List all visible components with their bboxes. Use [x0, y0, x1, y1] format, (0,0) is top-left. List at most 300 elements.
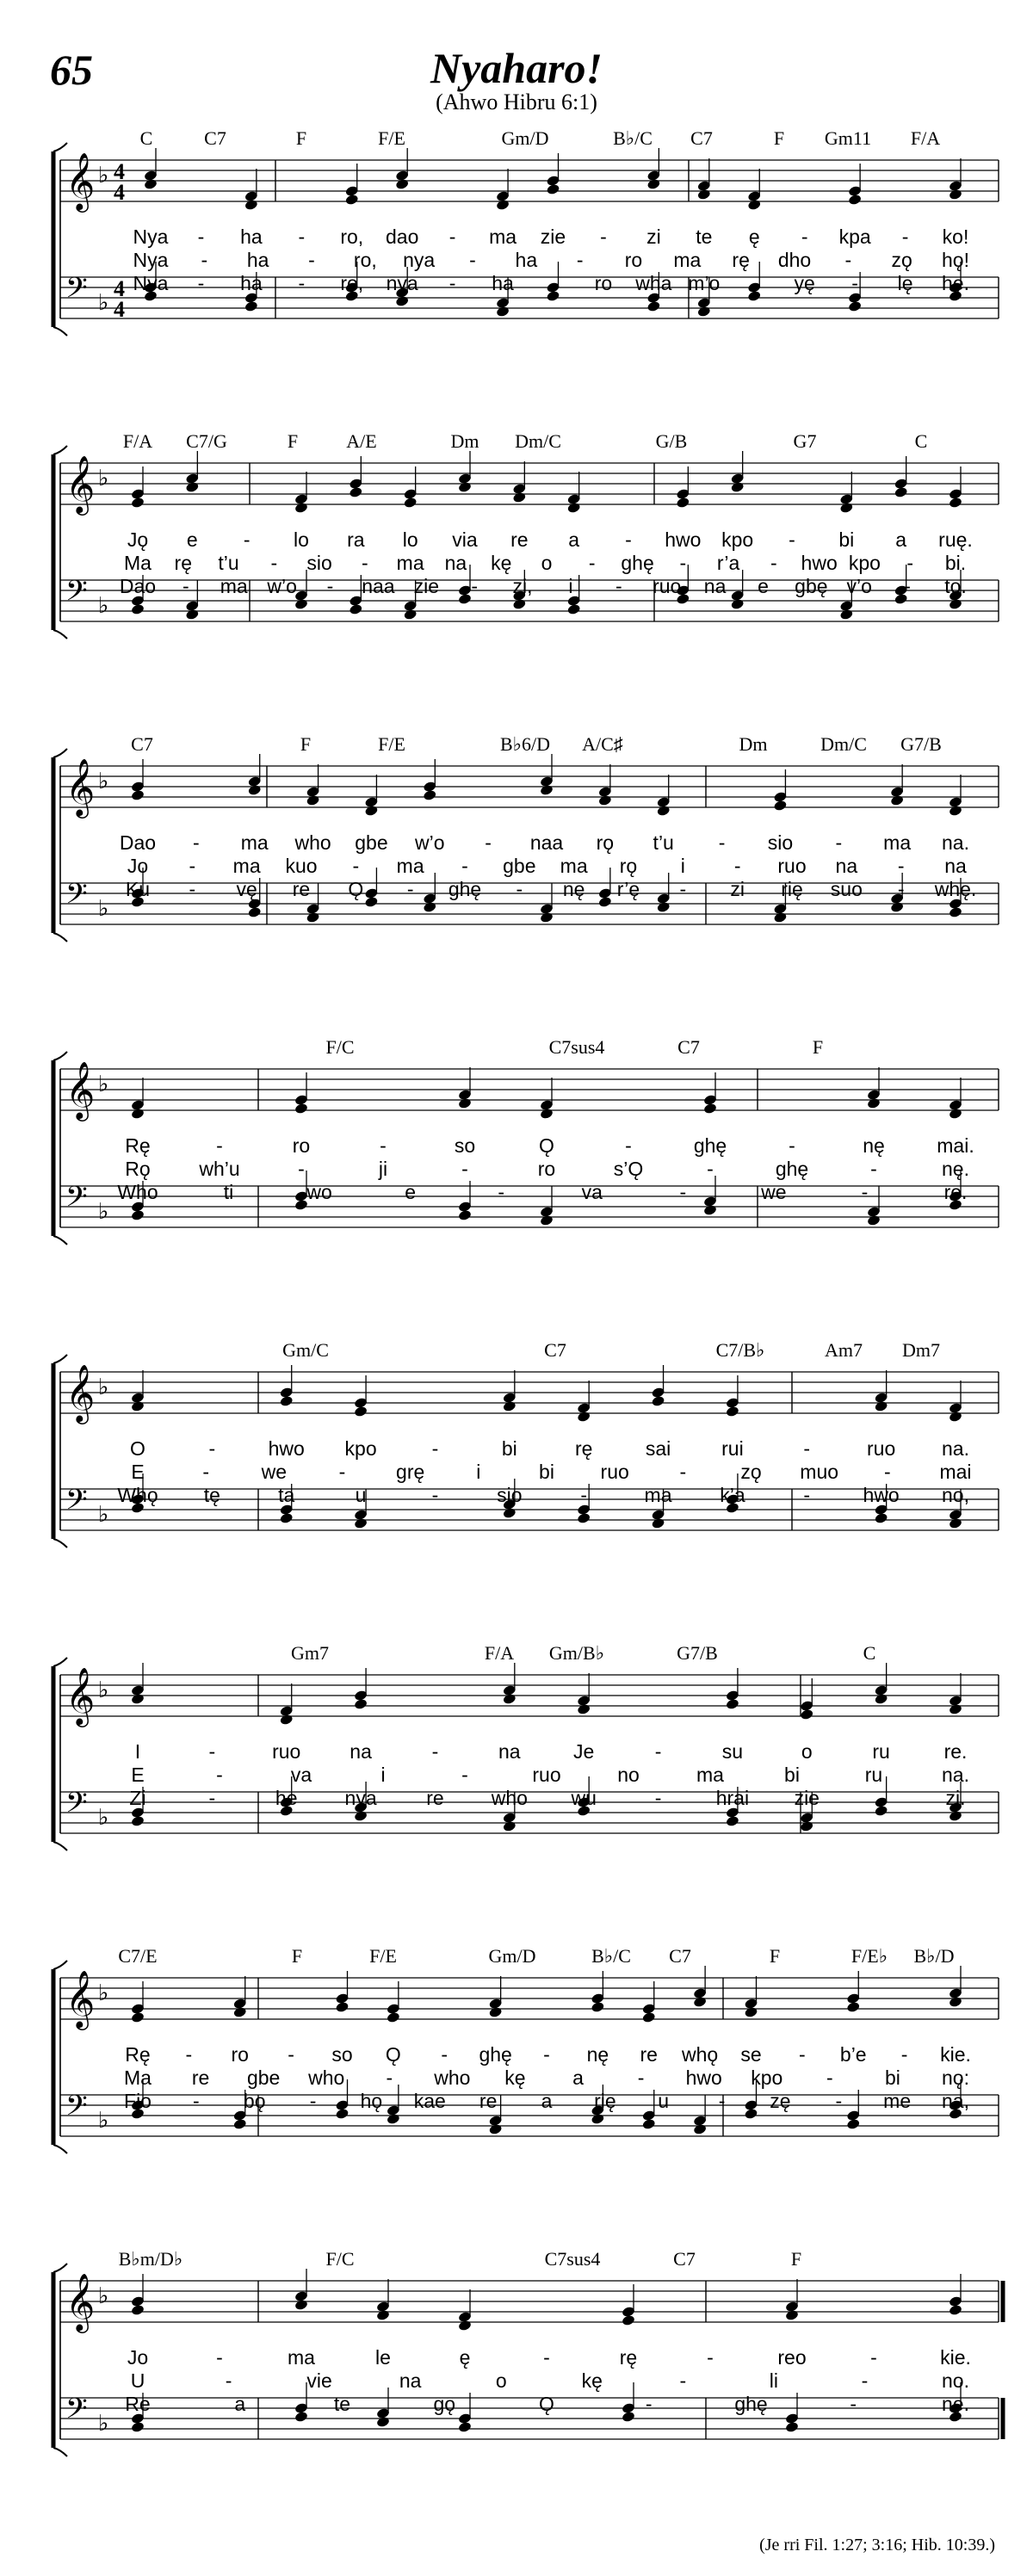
lyric-syllable: so	[454, 1134, 476, 1157]
lyric-syllable: re	[479, 2090, 498, 2112]
lyric-syllable: Zi	[129, 1787, 146, 1809]
lyric-hyphen: -	[406, 878, 414, 900]
lyric-hyphen: -	[362, 552, 368, 574]
lyric-hyphen: -	[679, 878, 687, 900]
lyric-syllable: kuo	[285, 855, 318, 877]
note-head	[726, 1698, 740, 1710]
lyric-syllable: sio	[497, 1484, 523, 1506]
note-head	[839, 608, 854, 621]
lyric-syllable: Nya	[133, 225, 169, 248]
note-head	[846, 2001, 861, 2013]
chord-symbol: Am7	[825, 1339, 863, 1361]
lyric-syllable: ę	[748, 225, 760, 248]
flat-icon: ♭	[98, 2411, 109, 2437]
lyric-syllable: na	[835, 855, 858, 877]
lyric-syllable: tę	[203, 1484, 220, 1506]
lyric-syllable: he	[275, 1787, 298, 1809]
lyric-syllable: k’a	[720, 1484, 745, 1506]
note-head	[503, 1507, 517, 1519]
lyric-syllable: rui	[721, 1437, 744, 1460]
lyric-syllable: bi	[539, 1461, 554, 1483]
treble-clef-icon: 𝄞	[65, 1666, 96, 1725]
chord-symbol: Gm11	[824, 127, 872, 149]
lyric-syllable: Ǫ	[539, 2393, 554, 2415]
note-head	[244, 199, 259, 211]
lyric-syllable: re	[426, 1787, 444, 1809]
lyric-syllable: hwo	[268, 1437, 305, 1460]
lyric-syllable: mai	[939, 1461, 972, 1483]
lyric-syllable: ma	[560, 855, 588, 877]
lyric-hyphen: -	[448, 272, 456, 294]
note-head	[949, 906, 963, 918]
lyric-hyphen: -	[679, 1181, 687, 1203]
note-head	[247, 906, 262, 918]
chord-symbol: Dm/C	[515, 430, 561, 452]
lyric-syllable: nya	[386, 272, 418, 294]
treble-staff	[60, 2281, 999, 2322]
note-head	[458, 481, 473, 493]
lyric-syllable: su	[721, 1740, 744, 1763]
lyric-hyphen: -	[216, 1134, 223, 1157]
staff-graphics	[0, 2248, 1033, 2506]
note-head	[488, 2123, 503, 2135]
note-head	[747, 199, 762, 211]
chord-symbol: G7/B	[900, 733, 942, 755]
note-head	[458, 2320, 473, 2332]
chord-symbol: F	[773, 127, 785, 149]
bass-clef-icon: 𝄢	[65, 1787, 88, 1826]
note-head	[726, 1405, 740, 1418]
note-head	[697, 188, 712, 201]
chord-symbol: F	[287, 430, 299, 452]
lyric-syllable: i	[568, 575, 573, 597]
lyric-syllable: ę	[459, 2346, 471, 2369]
lyric-syllable: kpa	[838, 225, 871, 248]
note-head	[641, 2118, 656, 2130]
note-head	[703, 1204, 718, 1216]
lyric-syllable: kae	[413, 2090, 446, 2112]
lyric-syllable: Who	[117, 1181, 158, 1203]
note-head	[848, 194, 863, 206]
chord-symbol: C7	[690, 127, 713, 149]
lyric-syllable: muo	[800, 1461, 839, 1483]
lyric-hyphen: -	[208, 1437, 216, 1460]
lyric-syllable: ha	[515, 249, 538, 271]
note-head	[894, 486, 908, 498]
bass-clef-icon: 𝄢	[65, 1181, 88, 1220]
lyric-syllable: ma	[396, 552, 424, 574]
note-head	[730, 598, 745, 610]
lyric-syllable: hwo	[685, 2066, 722, 2089]
note-head	[232, 2118, 247, 2130]
lyric-syllable: ro	[624, 249, 643, 271]
treble-clef-icon: 𝄞	[65, 151, 96, 210]
lyric-syllable: sio	[306, 552, 332, 574]
lyric-syllable: ro,	[340, 272, 364, 294]
chord-symbol: C	[139, 127, 153, 149]
note-head	[577, 1411, 591, 1423]
lyric-syllable: na.	[942, 1764, 969, 1786]
note-head	[949, 1703, 963, 1715]
treble-clef-icon: 𝄞	[65, 1060, 96, 1119]
note-head	[591, 2113, 605, 2125]
note-head	[540, 784, 554, 796]
lyric-hyphen: -	[498, 1181, 505, 1203]
chord-symbol: Dm	[450, 430, 479, 452]
lyric-syllable: ruo	[272, 1740, 301, 1763]
note-head	[294, 2411, 309, 2423]
chord-symbol: B♭/D	[913, 1945, 955, 1967]
lyric-syllable: ru	[872, 1740, 890, 1763]
lyric-syllable: ma	[673, 249, 702, 271]
lyric-syllable: ha	[240, 272, 263, 294]
note-head	[949, 805, 963, 817]
lyric-syllable: kpo	[848, 552, 881, 574]
lyric-syllable: b’e	[839, 2043, 867, 2066]
lyric-syllable: no,	[942, 1484, 969, 1506]
lyric-hyphen: -	[326, 575, 334, 597]
lyric-hyphen: -	[789, 1134, 795, 1157]
note-head	[800, 1820, 814, 1832]
lyric-syllable: ro	[292, 1134, 311, 1157]
chord-symbol: F	[769, 1945, 781, 1967]
note-head	[949, 598, 963, 610]
lyric-syllable: re	[191, 2066, 210, 2089]
lyric-syllable: Dao	[119, 575, 157, 597]
lyric-syllable: gbe	[355, 831, 388, 854]
chord-symbol: F	[812, 1036, 824, 1058]
chord-symbol: F	[300, 733, 312, 755]
lyric-hyphen: -	[193, 831, 200, 854]
lyric-syllable: grę	[396, 1461, 425, 1483]
lyric-syllable: bi	[784, 1764, 800, 1786]
lyric-syllable: whę.	[934, 878, 977, 900]
note-head	[503, 1693, 517, 1705]
lyric-syllable: ruo	[653, 575, 682, 597]
chord-symbol: B♭/C	[591, 1945, 631, 1967]
lyric-hyphen: -	[718, 831, 726, 854]
lyric-syllable: bi	[501, 1437, 517, 1460]
note-head	[131, 1209, 145, 1221]
lyric-syllable: w’o	[415, 831, 445, 854]
lyric-syllable: a	[895, 528, 907, 551]
lyric-syllable: t’u	[653, 831, 674, 854]
treble-staff	[60, 1675, 999, 1716]
note-head	[949, 2304, 963, 2316]
lyric-hyphen: -	[216, 1764, 223, 1786]
note-head	[403, 497, 418, 509]
staff-graphics	[0, 1036, 1033, 1294]
lyric-hyphen: -	[897, 855, 905, 877]
lyric-syllable: zi,	[512, 575, 533, 597]
bass-staff	[60, 2398, 999, 2439]
lyric-hyphen: -	[189, 855, 196, 877]
note-head	[949, 1411, 963, 1423]
note-head	[512, 598, 527, 610]
lyric-syllable: kpo	[751, 2066, 783, 2089]
lyric-hyphen: -	[461, 1764, 468, 1786]
lyric-syllable: va	[290, 1764, 312, 1786]
chord-symbol: A/E	[346, 430, 377, 452]
hymn-number: 65	[50, 46, 93, 94]
flat-icon: ♭	[98, 1374, 109, 1400]
note-head	[744, 2006, 758, 2018]
chord-symbol: C7	[131, 733, 153, 755]
note-head	[874, 1693, 888, 1705]
lyric-hyphen: -	[707, 2346, 714, 2369]
lyric-hyphen: -	[543, 2346, 550, 2369]
lyric-syllable: hę.	[942, 272, 969, 294]
flat-icon: ♭	[98, 1677, 109, 1703]
note-head	[294, 598, 309, 610]
music-system	[0, 430, 1033, 689]
lyric-hyphen: -	[870, 2346, 877, 2369]
note-head	[598, 896, 613, 908]
lyric-syllable: bi	[884, 2066, 900, 2089]
note-head	[591, 2001, 605, 2013]
note-head	[131, 2421, 145, 2433]
note-head	[349, 486, 363, 498]
lyric-syllable: naa	[362, 575, 395, 597]
lyric-syllable: ghę	[448, 878, 482, 900]
chord-symbol: F	[295, 127, 307, 149]
treble-staff	[60, 463, 999, 504]
lyric-syllable: ha	[492, 272, 514, 294]
lyric-syllable: re	[640, 2043, 658, 2066]
lyric-syllable: na.	[942, 831, 969, 854]
note-head	[294, 2299, 309, 2311]
note-head	[839, 502, 854, 514]
lyric-hyphen: -	[850, 2393, 857, 2415]
lyric-syllable: o	[541, 552, 553, 574]
lyric-syllable: a	[234, 2393, 246, 2415]
lyric-syllable: E	[131, 1764, 145, 1786]
lyric-syllable: ha	[240, 225, 263, 248]
lyric-syllable: re	[292, 878, 311, 900]
note-head	[403, 608, 418, 621]
note-head	[131, 1815, 145, 1827]
lyric-syllable: nǫ:	[942, 2066, 969, 2089]
note-head	[703, 1103, 718, 1115]
chord-symbol: Gm/D	[501, 127, 549, 149]
lyric-hyphen: -	[208, 1787, 216, 1809]
lyric-syllable: zi.	[945, 1787, 966, 1809]
lyric-syllable: Nya	[133, 272, 169, 294]
note-head	[949, 1996, 963, 2008]
lyric-syllable: sio	[767, 831, 794, 854]
note-head	[244, 300, 259, 312]
treble-clef-icon: 𝄞	[65, 2272, 96, 2331]
note-head	[131, 2304, 145, 2316]
note-head	[540, 911, 554, 924]
chord-symbol: G7	[793, 430, 817, 452]
lyric-syllable: na	[498, 1740, 521, 1763]
lyric-hyphen: -	[549, 272, 557, 294]
note-head	[949, 188, 963, 201]
lyric-syllable: sai	[645, 1437, 671, 1460]
note-head	[354, 1810, 368, 1822]
lyric-syllable: Ǫ	[385, 2043, 401, 2066]
lyric-syllable: re	[510, 528, 529, 551]
music-system	[0, 1642, 1033, 1900]
lyric-syllable: ma	[883, 831, 912, 854]
lyric-syllable: zi	[646, 225, 661, 248]
music-system	[0, 127, 1033, 386]
note-head	[131, 1693, 145, 1705]
lyric-hyphen: -	[431, 1437, 439, 1460]
lyric-hyphen: -	[901, 225, 909, 248]
music-system	[0, 1945, 1033, 2203]
lyric-hyphen: -	[469, 249, 476, 271]
lyric-hyphen: -	[707, 1158, 714, 1180]
lyric-syllable: zie	[413, 575, 439, 597]
note-head	[458, 593, 473, 605]
lyric-hyphen: -	[645, 2393, 653, 2415]
note-head	[540, 1214, 554, 1226]
lyric-syllable: ma	[240, 831, 269, 854]
lyric-hyphen: -	[883, 1461, 891, 1483]
lyric-syllable: r’ę	[616, 878, 640, 900]
note-head	[744, 2108, 758, 2120]
note-head	[656, 805, 671, 817]
lyric-syllable: Dao	[119, 831, 157, 854]
scripture-reference: (Ahwo Hibru 6:1)	[436, 90, 597, 114]
note-head	[335, 2001, 349, 2013]
time-signature-bottom: 4	[114, 180, 125, 205]
lyric-syllable: ma	[396, 855, 424, 877]
lyric-syllable: ro	[231, 2043, 249, 2066]
lyric-syllable: zie	[794, 1787, 820, 1809]
lyric-syllable: ma	[489, 225, 517, 248]
lyric-syllable: zie	[540, 225, 566, 248]
lyric-syllable: r’a	[716, 552, 740, 574]
lyric-syllable: a	[541, 2090, 553, 2112]
lyric-syllable: naa	[529, 831, 564, 854]
chord-symbol: C7sus4	[544, 2248, 601, 2270]
note-head	[503, 1400, 517, 1412]
note-head	[566, 502, 581, 514]
flat-icon: ♭	[98, 290, 109, 316]
lyric-syllable: hǫ	[360, 2090, 383, 2112]
lyric-syllable: se	[740, 2043, 762, 2066]
lyric-syllable: ra	[347, 528, 365, 551]
lyric-syllable: ru	[864, 1764, 883, 1786]
lyric-syllable: wo	[306, 1181, 332, 1203]
bass-staff	[60, 1186, 999, 1227]
lyric-syllable: no	[617, 1764, 640, 1786]
note-head	[726, 1815, 740, 1827]
note-head	[335, 2108, 349, 2120]
lyric-syllable: bi.	[944, 552, 967, 574]
lyric-syllable: t’u	[218, 552, 239, 574]
lyric-hyphen: -	[338, 1461, 346, 1483]
note-head	[785, 2309, 800, 2321]
note-head	[890, 794, 905, 806]
bass-clef-icon: 𝄢	[65, 1484, 88, 1523]
lyric-hyphen: -	[799, 2043, 806, 2066]
lyric-syllable: ha	[246, 249, 269, 271]
note-head	[376, 2416, 391, 2428]
lyric-syllable: i	[380, 1764, 386, 1786]
lyric-syllable: ruo	[532, 1764, 561, 1786]
chord-symbol: G7/B	[677, 1642, 718, 1664]
lyric-hyphen: -	[904, 575, 911, 597]
lyric-syllable: nę	[863, 1134, 885, 1157]
note-head	[232, 2006, 247, 2018]
lyric-syllable: kie.	[940, 2346, 971, 2369]
lyric-syllable: tǫ.	[944, 575, 967, 597]
lyric-syllable: nę	[586, 2043, 609, 2066]
flat-icon: ♭	[98, 896, 109, 922]
bass-staff	[60, 1792, 999, 1833]
lyric-hyphen: -	[189, 878, 196, 900]
lyric-syllable: E	[131, 1461, 145, 1483]
chord-symbol: C7/B♭	[715, 1339, 765, 1361]
note-head	[131, 1400, 145, 1412]
lyric-syllable: reo	[777, 2346, 807, 2369]
lyric-syllable: te	[696, 225, 713, 248]
note-head	[540, 1108, 554, 1120]
bass-staff	[60, 1489, 999, 1530]
note-head	[306, 911, 320, 924]
lyric-syllable: gbę	[795, 575, 828, 597]
lyric-syllable: a	[572, 2066, 584, 2089]
lyric-syllable: kę	[504, 2066, 526, 2089]
treble-staff	[60, 766, 999, 807]
chord-symbol: C7	[673, 2248, 696, 2270]
lyric-syllable: who	[434, 2066, 471, 2089]
lyric-hyphen: -	[308, 249, 315, 271]
lyric-hyphen: -	[185, 2043, 193, 2066]
note-head	[395, 178, 410, 190]
lyric-syllable: ghę	[621, 552, 654, 574]
lyric-hyphen: -	[216, 2346, 223, 2369]
lyric-syllable: nę.	[942, 1158, 969, 1180]
treble-clef-icon: 𝄞	[65, 757, 96, 816]
bass-clef-icon: 𝄢	[65, 2393, 88, 2432]
chord-symbol: Gm/B♭	[548, 1642, 605, 1664]
note-head	[566, 603, 581, 615]
lyric-syllable: i	[680, 855, 685, 877]
lyric-hyphen: -	[900, 2043, 908, 2066]
lyric-syllable: na	[399, 2369, 422, 2392]
note-head	[294, 502, 309, 514]
note-head	[546, 183, 560, 195]
music-system	[0, 1339, 1033, 1597]
note-head	[867, 1097, 881, 1109]
note-head	[693, 1996, 708, 2008]
lyric-hyphen: -	[851, 272, 858, 294]
treble-clef-icon: 𝄞	[65, 1363, 96, 1422]
lyric-syllable: rǫ	[596, 831, 615, 854]
note-head	[458, 1209, 473, 1221]
lyric-syllable: Jǫ	[127, 528, 149, 551]
note-head	[730, 481, 745, 493]
music-system	[0, 733, 1033, 991]
note-head	[354, 1517, 368, 1529]
lyric-hyphen: -	[826, 2066, 833, 2089]
chord-symbol: Gm/C	[282, 1339, 329, 1361]
lyric-syllable: Rę	[125, 2043, 151, 2066]
note-head	[773, 911, 788, 924]
lyric-hyphen: -	[588, 552, 596, 574]
lyric-syllable: vę	[236, 878, 257, 900]
lyric-syllable: I	[134, 1740, 141, 1763]
lyric-hyphen: -	[243, 528, 251, 551]
lyric-syllable: w’o	[267, 575, 297, 597]
lyric-hyphen: -	[801, 225, 808, 248]
lyric-syllable: re.	[943, 1740, 968, 1763]
